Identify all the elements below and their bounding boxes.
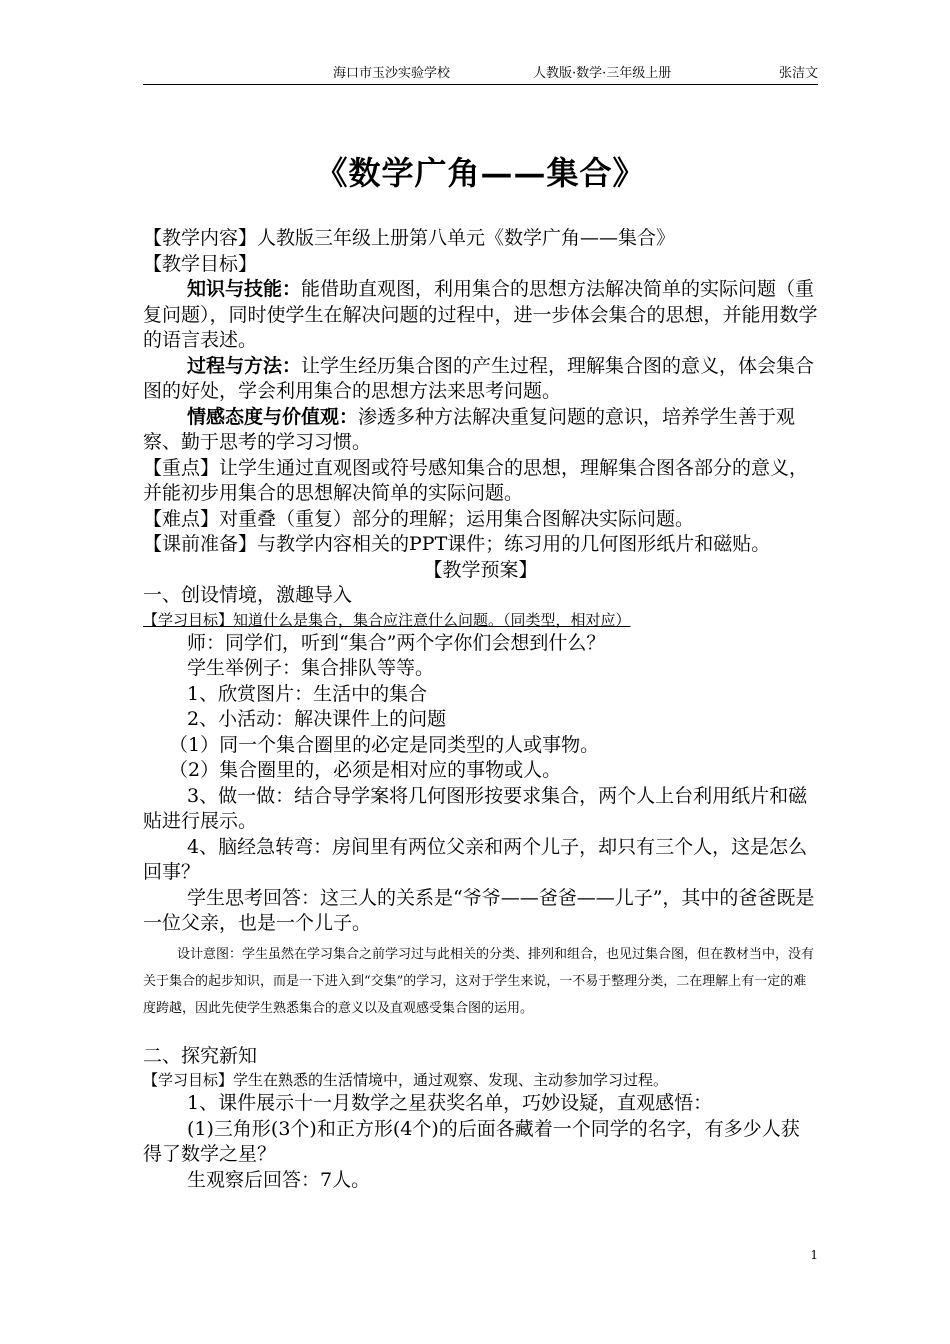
goal-knowledge-label: 知识与技能： — [187, 278, 302, 300]
section1-goal: 【学习目标】知道什么是集合，集合应注意什么问题。（同类型，相对应） — [143, 610, 631, 629]
header-author: 张洁文 — [778, 66, 818, 81]
document-title: 《数学广角——集合》 — [315, 154, 646, 192]
design-note: 设计意图：学生虽然在学习集合之前学习过与此相关的分类、排列和组合，也见过集合图，但在教材当中，没有关于集合的起步知识，而是一下进入到“交集”的学习，这对于学生来说，一不易于整理分类，二在理解上有一定的难度跨越，因此先使学生熟悉集合的意义以及直观感受集合图的运用。 — [143, 946, 815, 1016]
spacer — [143, 1022, 818, 1044]
document-body — [143, 226, 818, 1193]
plan-heading: 【教学预案】 — [423, 558, 538, 581]
goal-process — [143, 354, 818, 405]
goal-attitude-text: 渗透多种方法解决重复问题的意识，培养学生善于观察、勤于思考的学习习惯。 — [143, 405, 796, 453]
preparation: 【课前准备】与教学内容相关的PPT课件；练习用的几何图形纸片和磁贴。 — [143, 533, 771, 555]
s1-paragraph: 1、欣赏图片：生活中的集合 — [187, 682, 428, 705]
goal-knowledge-text: 能借助直观图，利用集合的思想方法解决简单的实际问题（重复问题），同时使学生在解决问题的过程中，进一步体会集合的思想，并能用数学的语言表述。 — [143, 278, 818, 351]
goal-process-text: 让学生经历集合图的产生过程，理解集合图的意义，体会集合图的好处，学会利用集合的思想方法来思考问题。 — [143, 354, 815, 402]
section1-heading: 一、创设情境，激趣导入 — [143, 584, 353, 606]
s2-paragraph: 生观察后回答：7人。 — [187, 1168, 371, 1191]
difficulty: 【难点】对重叠（重复）部分的理解；运用集合图解决实际问题。 — [143, 507, 695, 530]
page-number: 1 — [810, 1248, 818, 1262]
s2-paragraph: 1、课件展示十一月数学之星获奖名单，巧妙设疑，直观感悟： — [187, 1092, 713, 1114]
s1-paragraph: 4、脑经急转弯：房间里有两位父亲和两个儿子，却只有三个人，这是怎么回事？ — [143, 835, 808, 883]
section2-heading: 二、探究新知 — [143, 1044, 258, 1067]
s1-paragraph: （2）集合圈里的，必须是相对应的事物或人。 — [169, 759, 562, 781]
s1-paragraph: 学生思考回答：这三人的关系是“爷爷——爸爸——儿子”，其中的爸爸既是一位父亲，也是一个儿子。 — [143, 886, 815, 934]
goal-attitude — [143, 405, 818, 456]
s1-paragraph: 3、做一做：结合导学案将几何图形按要求集合，两个人上台利用纸片和磁贴进行展示。 — [143, 784, 808, 832]
s1-paragraph: 学生举例子：集合排队等等。 — [187, 657, 435, 679]
s1-paragraph: 师：同学们，听到“集合”两个字你们会想到什么？ — [187, 631, 606, 654]
s2-paragraph: (1)三角形(3个)和正方形(4个)的后面各藏着一个同学的名字，有多少人获得了数学之星？ — [143, 1117, 800, 1165]
teaching-content: 【教学内容】人教版三年级上册第八单元《数学广角——集合》 — [143, 227, 676, 249]
header-school: 海口市玉沙实验学校 — [333, 66, 451, 81]
goal-knowledge — [143, 277, 818, 354]
s1-paragraph: 2、小活动：解决课件上的问题 — [187, 708, 447, 730]
s1-paragraph: （1）同一个集合圈里的必定是同类型的人或事物。 — [169, 733, 600, 756]
section2-goal: 【学习目标】学生在熟悉的生活情境中，通过观察、发现、主动参加学习过程。 — [143, 1071, 669, 1089]
goal-attitude-label: 情感态度与价值观： — [187, 405, 359, 428]
header-book: 人教版·数学·三年级上册 — [533, 66, 672, 81]
key-point: 【重点】让学生通过直观图或符号感知集合的思想，理解集合图各部分的意义，并能初步用集合的思想解决简单的实际问题。 — [143, 456, 809, 504]
goal-process-label: 过程与方法： — [187, 354, 302, 377]
page-header — [143, 64, 818, 85]
goals-heading: 【教学目标】 — [143, 252, 258, 275]
